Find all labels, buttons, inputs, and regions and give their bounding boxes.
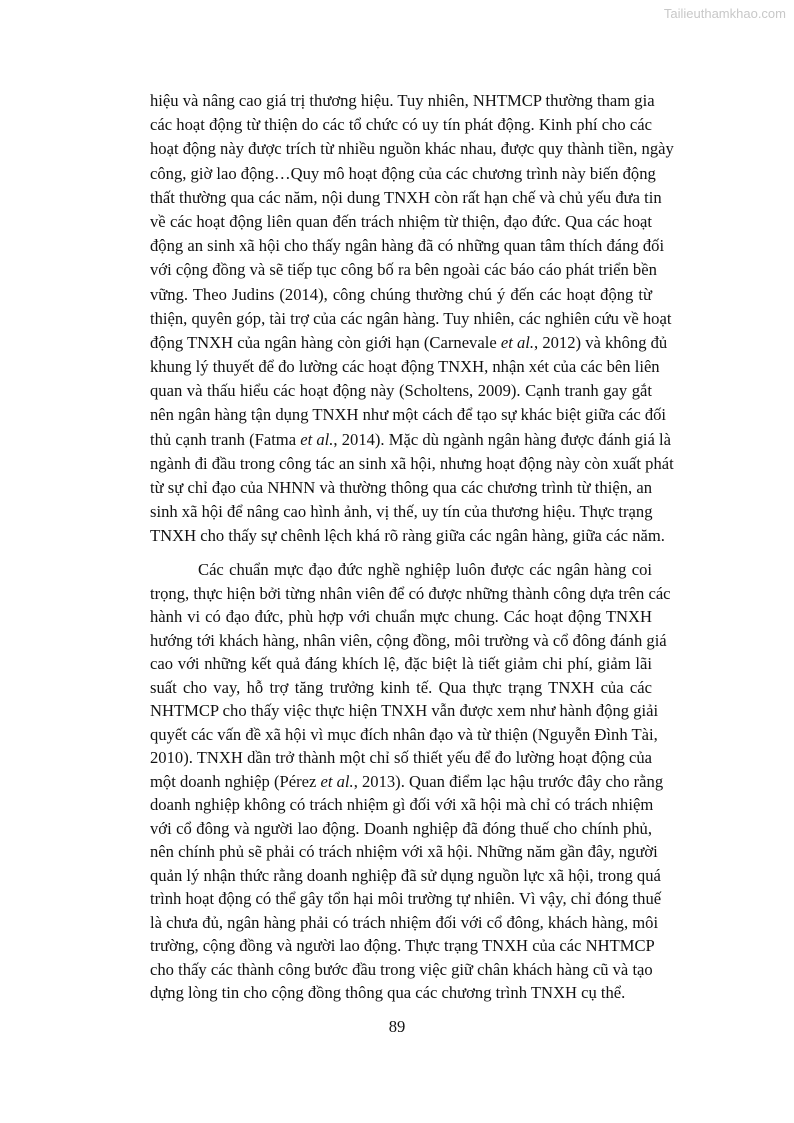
paragraph-1 [150,89,674,549]
text-line: hiệu và nâng cao giá trị thương hiệu. Tuy nhiên, NHTMCP thường tham gia [150,91,655,110]
text-line: thiện, quyên góp, tài trợ của các ngân hàng. Tuy nhiên, các nghiên cứu về hoạt [150,308,672,328]
text-line: trình hoạt động có thể gây tổn hại môi trường tự nhiên. Vì vậy, chỉ đóng thuế [150,889,662,908]
text-line: 2010). TNXH dần trở thành một chỉ số thiết yếu để đo lường hoạt động của [150,748,652,767]
text-line: công, giờ lao động…Quy mô hoạt động của các chương trình này biến động [150,163,656,183]
text-line: quản lý nhận thức rằng doanh nghiệp đã sử dụng nguồn lực xã hội, trong quá [150,865,661,885]
text-line: suất cho vay, hỗ trợ tăng trưởng kinh tế. Qua thực trạng TNXH của các [150,677,652,697]
text-line: trọng, thực hiện bởi từng nhân viên để có được những thành công dựa trên các [150,583,671,603]
page-number: 89 [388,1017,406,1036]
text-line: nên chính phủ sẽ phải có trách nhiệm với xã hội. Những năm gần đây, người [150,842,658,861]
paragraph-2 [150,558,671,1005]
text-line: quyết các vấn đề xã hội vì mục đích nhân đạo và từ thiện (Nguyễn Đình Tài, [150,724,658,744]
citation-et-al: et al. [300,429,334,449]
text-line: là chưa đủ, ngân hàng phải có trách nhiệm đối với cổ đông, khách hàng, môi [150,912,659,932]
text-line: động an sinh xã hội cho thấy ngân hàng đã có những quan tâm thích đáng đối [150,236,665,256]
text-line: các hoạt động từ thiện do các tổ chức có uy tín phát động. Kinh phí cho các [150,115,652,135]
text-line: doanh nghiệp không có trách nhiệm gì đối với xã hội mà chỉ có trách nhiệm [150,795,654,814]
text-line: sinh xã hội để nâng cao hình ảnh, vị thế, uy tín của thương hiệu. Thực trạng [150,502,653,522]
text-line: dựng lòng tin cho cộng đồng thông qua các chương trình TNXH cụ thể. [150,983,626,1002]
text-line: ngành đi đầu trong công tác an sinh xã hội, nhưng hoạt động này còn xuất phát [150,453,674,473]
citation-et-al: et al. [500,332,535,352]
text-line: từ sự chỉ đạo của NHNN và thường thông qua các chương trình từ thiện, an [150,478,652,497]
watermark: Tailieuthamkhao.com [663,6,786,21]
text-line: thủ cạnh tranh (Fatma et al., 2014). Mặc dù ngành ngân hàng được đánh giá là [150,429,671,449]
text-line: vững. Theo Judins (2014), công chúng thường chú ý đến các hoạt động từ [150,284,652,304]
text-line: TNXH cho thấy sự chênh lệch khá rõ ràng giữa các ngân hàng, giữa các năm. [150,526,665,546]
text-line: về các hoạt động liên quan đến trách nhiệm từ thiện, đạo đức. Qua các hoạt [150,211,652,231]
text-line: quan và thấu hiểu các hoạt động này (Scholtens, 2009). Cạnh tranh gay gắt [150,381,652,401]
text-line: cho thấy các thành công bước đầu trong việc giữ chân khách hàng cũ và tạo [150,959,653,979]
text-line: với cộng đồng và sẽ tiếp tục công bố ra bên ngoài các báo cáo phát triển bền [150,260,657,280]
text-line: thất thường qua các năm, nội dung TNXH còn rất hạn chế và chủ yếu đưa tin [150,187,662,207]
text-line: nên ngân hàng tận dụng TNXH như một cách để tạo sự khác biệt giữa các đối [150,405,667,425]
text-line: trường, cộng đồng và người lao động. Thực trạng TNXH của các NHTMCP [150,936,655,955]
text-line: Các chuẩn mực đạo đức nghề nghiệp luôn được các ngân hàng coi [198,560,652,579]
text-line: cao với những kết quả đáng khích lệ, đặc biệt là tiết giảm chi phí, giảm lãi [150,654,652,673]
text-line: hành vi có đạo đức, phù hợp với chuẩn mực chung. Các hoạt động TNXH [150,607,652,626]
text-line: động TNXH của ngân hàng còn giới hạn (Carnevale et al., 2012) và không đủ [150,332,668,352]
text-line: với cổ đông và người lao động. Doanh nghiệp đã đóng thuế cho chính phủ, [150,818,652,838]
text-line: hoạt động này được trích từ nhiều nguồn khác nhau, được quy thành tiền, ngày [150,139,674,159]
text-line: khung lý thuyết để đo lường các hoạt động TNXH, nhận xét của các bên liên [150,357,660,377]
text-line: NHTMCP cho thấy việc thực hiện TNXH vẫn được xem như hành động giải [150,701,659,720]
text-line: hướng tới khách hàng, nhân viên, cộng đồng, môi trường và cổ đông đánh giá [150,630,667,650]
citation-et-al: et al. [320,771,354,791]
text-line: một doanh nghiệp (Pérez et al., 2013). Quan điểm lạc hậu trước đây cho rằng [150,771,664,791]
